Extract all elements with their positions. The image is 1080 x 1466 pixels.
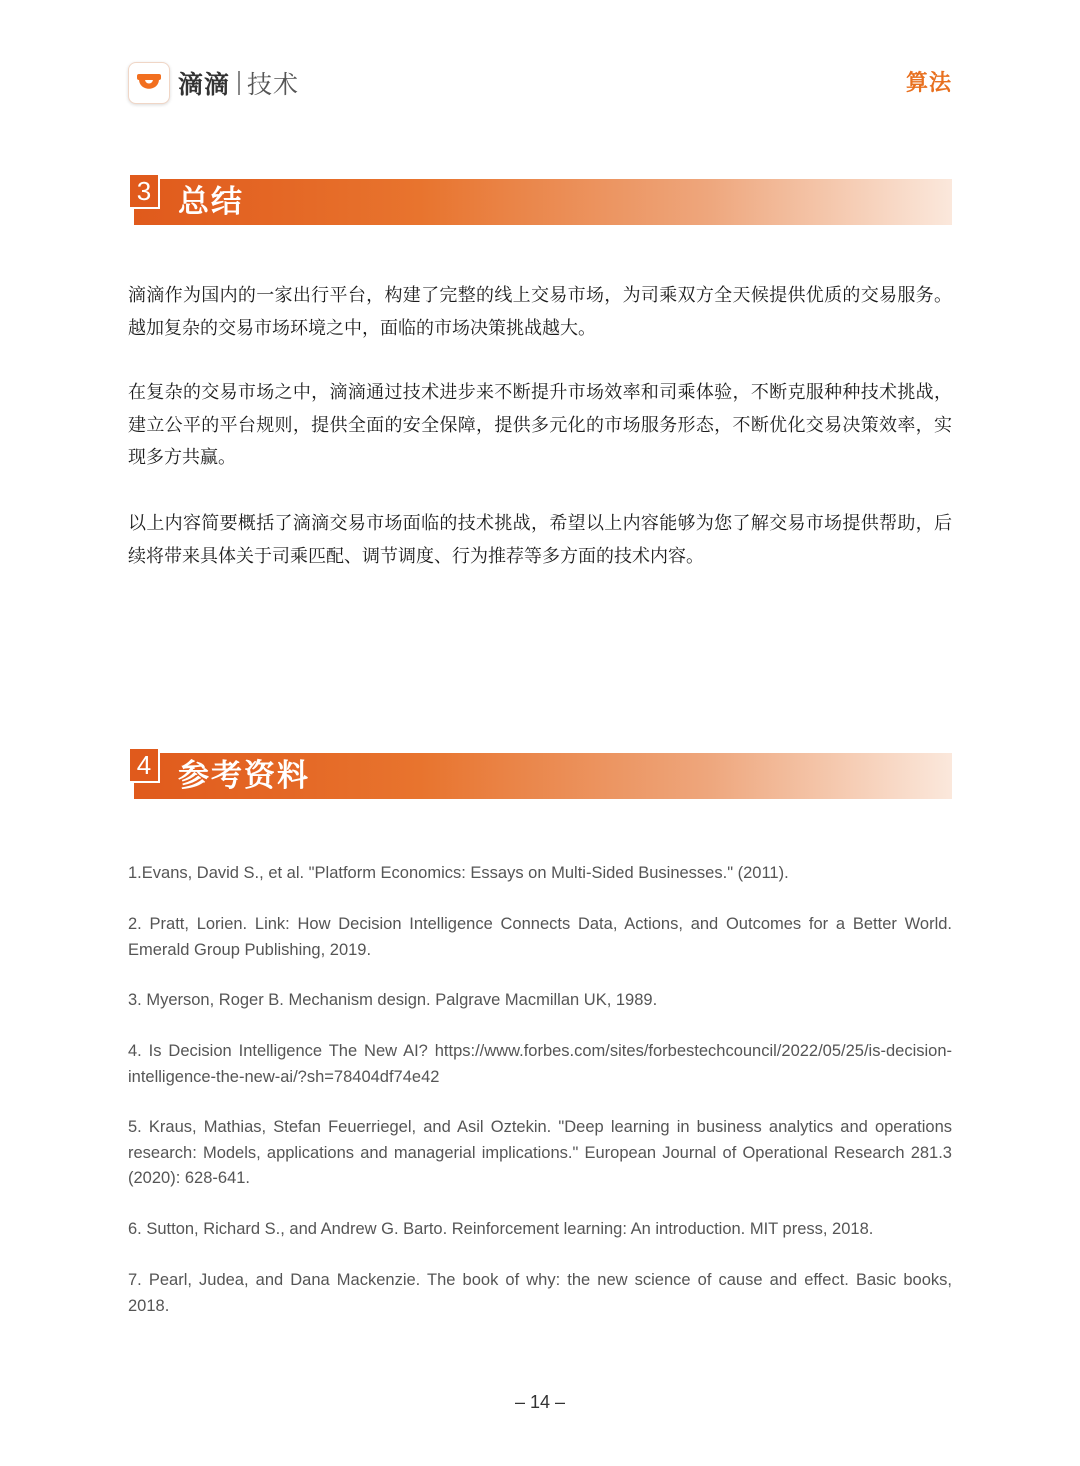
reference-item: 5. Kraus, Mathias, Stefan Feuerriegel, and Asil Oztekin. "Deep learning in business analytics and operations research: Models, applications and managerial implications." European Journal of Operational Research 281.3 (2020): 628-641. — [128, 1118, 952, 1187]
section-number: 4 — [128, 747, 160, 783]
reference-item: 2. Pratt, Lorien. Link: How Decision Intelligence Connects Data, Actions, and Outcomes for a Better World. Emerald Group Publishing, 2019. — [128, 915, 952, 959]
brand-name: 滴滴 — [178, 70, 231, 99]
section-heading-references — [128, 750, 952, 799]
reference-item: 6. Sutton, Richard S., and Andrew G. Barto. Reinforcement learning: An introduction. MIT press, 2018. — [128, 1220, 874, 1238]
reference-item: 4. Is Decision Intelligence The New AI? https://www.forbes.com/sites/forbestechcouncil/2022/05/25/is-decision-intelligence-the-new-ai/?sh=78404df74e42 — [128, 1042, 952, 1086]
page-header — [128, 60, 952, 104]
brand-divider — [238, 71, 240, 95]
reference-item: 1.Evans, David S., et al. "Platform Economics: Essays on Multi-Sided Businesses." (2011). — [128, 864, 789, 882]
reference-item: 7. Pearl, Judea, and Dana Mackenzie. The book of why: the new science of cause and effect. Basic books, 2018. — [128, 1271, 952, 1315]
didi-logo-icon — [128, 62, 170, 104]
category-label: 算法 — [905, 71, 952, 96]
section-number: 3 — [128, 173, 160, 209]
brand-logo — [128, 62, 299, 104]
brand-subtitle: 技术 — [247, 70, 300, 99]
reference-item: 3. Myerson, Roger B. Mechanism design. Palgrave Macmillan UK, 1989. — [128, 991, 658, 1009]
page-number: – 14 – — [514, 1392, 566, 1412]
summary-paragraph: 滴滴作为国内的一家出行平台，构建了完整的线上交易市场，为司乘双方全天候提供优质的交易服务。越加复杂的交易市场环境之中，面临的市场决策挑战越大。 — [128, 285, 952, 339]
summary-paragraph: 以上内容简要概括了滴滴交易市场面临的技术挑战，希望以上内容能够为您了解交易市场提供帮助，后续将带来具体关于司乘匹配、调节调度、行为推荐等多方面的技术内容。 — [128, 513, 952, 567]
summary-paragraph: 在复杂的交易市场之中，滴滴通过技术进步来不断提升市场效率和司乘体验，不断克服种种技术挑战，建立公平的平台规则，提供全面的安全保障，提供多元化的市场服务形态，不断优化交易决策效率，实现多方共赢。 — [128, 382, 952, 468]
section-title: 参考资料 — [178, 758, 310, 794]
section-bar-background — [134, 179, 952, 225]
section-title: 总结 — [178, 184, 244, 220]
section-heading-summary — [128, 176, 952, 225]
